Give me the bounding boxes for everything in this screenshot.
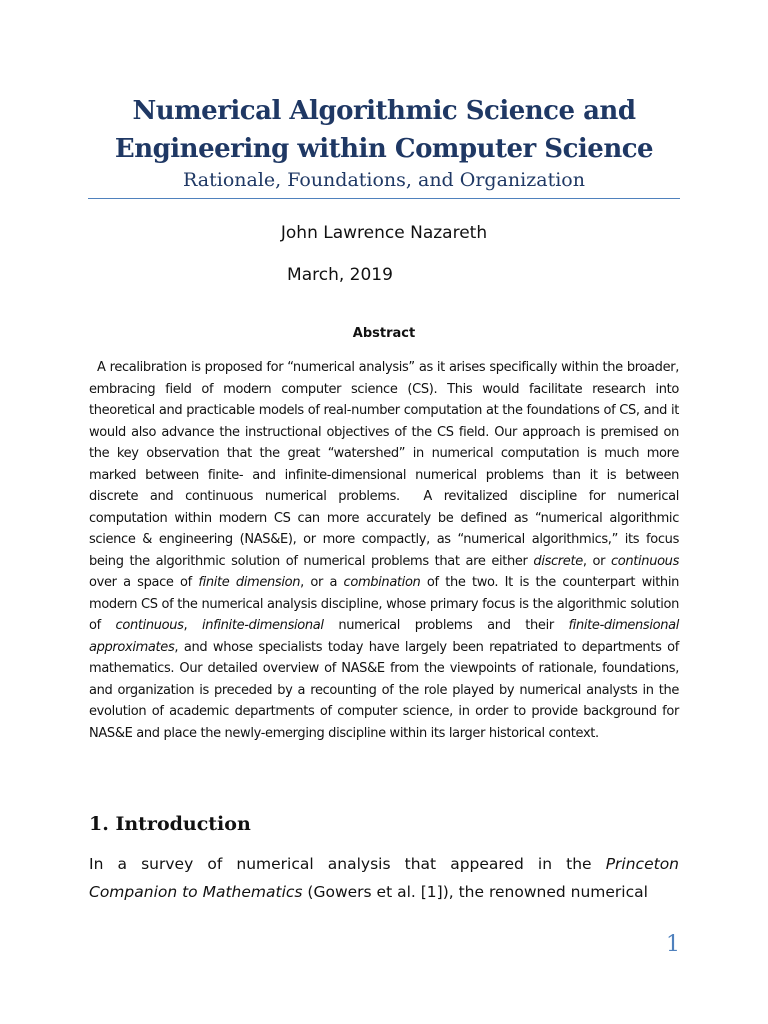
abstract-italic-continuous: continuous	[611, 553, 679, 569]
abstract-text: , or	[582, 553, 611, 569]
paper-subtitle: Rationale, Foundations, and Organization	[183, 169, 585, 191]
abstract-text: numerical problems and their	[323, 618, 569, 633]
abstract-text: of the two. It is the counterpart within modern CS of the numerical analysis discipline, whose primary focus is the algorithmic solution of	[89, 575, 679, 633]
title-divider	[88, 198, 680, 199]
abstract-heading: Abstract	[352, 326, 416, 341]
introduction-paragraph	[89, 850, 679, 906]
abstract-text: , and whose specialists today have largely been repatriated to departments of mathematics. Our detailed overview of NAS&E from the viewpoints of rationale, foundations, and organization is preceded by a recounting of the role played by numerical analysts in the evolution of academic departments of computer science, in order to provide background for NAS&E and place the newly-emerging discipline within its larger historical context.	[89, 639, 679, 741]
abstract-italic-discrete: discrete	[533, 553, 583, 569]
publication-date: March, 2019	[287, 265, 393, 285]
abstract-text: A recalibration is proposed for “numerical analysis” as it arises specifically within the broader, embracing field of modern computer science (CS). This would facilitate research into theoretical and practicable models of real-number computation at the foundations of CS, and it would also advance the instructional objectives of the CS field. Our approach is premised on the key observation that the great “watershed” in numerical computation is much more marked between finite- and infinite-dimensional numerical problems than it is between discrete and continuous numerical problems. A revitalized discipline for numerical computation within modern CS can more accurately be defined as “numerical algorithmic science & engineering (NAS&E), or more compactly, as “numerical algorithmics,” its focus being the algorithmic solution of numerical problems that are either	[89, 360, 679, 569]
abstract-text: ,	[183, 618, 203, 633]
abstract-text: over a space of	[89, 575, 199, 590]
intro-italic-book-title: Princeton Companion to Mathematics	[89, 855, 679, 901]
abstract-body	[89, 357, 679, 744]
page-number: 1	[666, 932, 680, 957]
author-name: John Lawrence Nazareth	[280, 223, 488, 243]
abstract-text: , or a	[300, 575, 344, 590]
abstract-italic-finite-dimension: finite dimension	[198, 575, 301, 590]
abstract-italic-finite-dimensional-approximates: finite-dimensional approximates	[89, 618, 679, 655]
title-line-2: Engineering within Computer Science	[114, 134, 654, 164]
abstract-italic-continuous-2: continuous	[115, 618, 184, 633]
intro-text: (Gowers et al. [1]), the renowned numerical	[302, 883, 648, 901]
paper-title	[88, 92, 680, 168]
abstract-italic-infinite-dimensional: infinite-dimensional	[202, 618, 324, 633]
title-line-1: Numerical Algorithmic Science and	[132, 96, 636, 126]
abstract-italic-combination: combination	[343, 575, 421, 590]
section-heading-introduction: 1. Introduction	[89, 813, 251, 835]
intro-text: In a survey of numerical analysis that appeared in the	[89, 855, 606, 873]
